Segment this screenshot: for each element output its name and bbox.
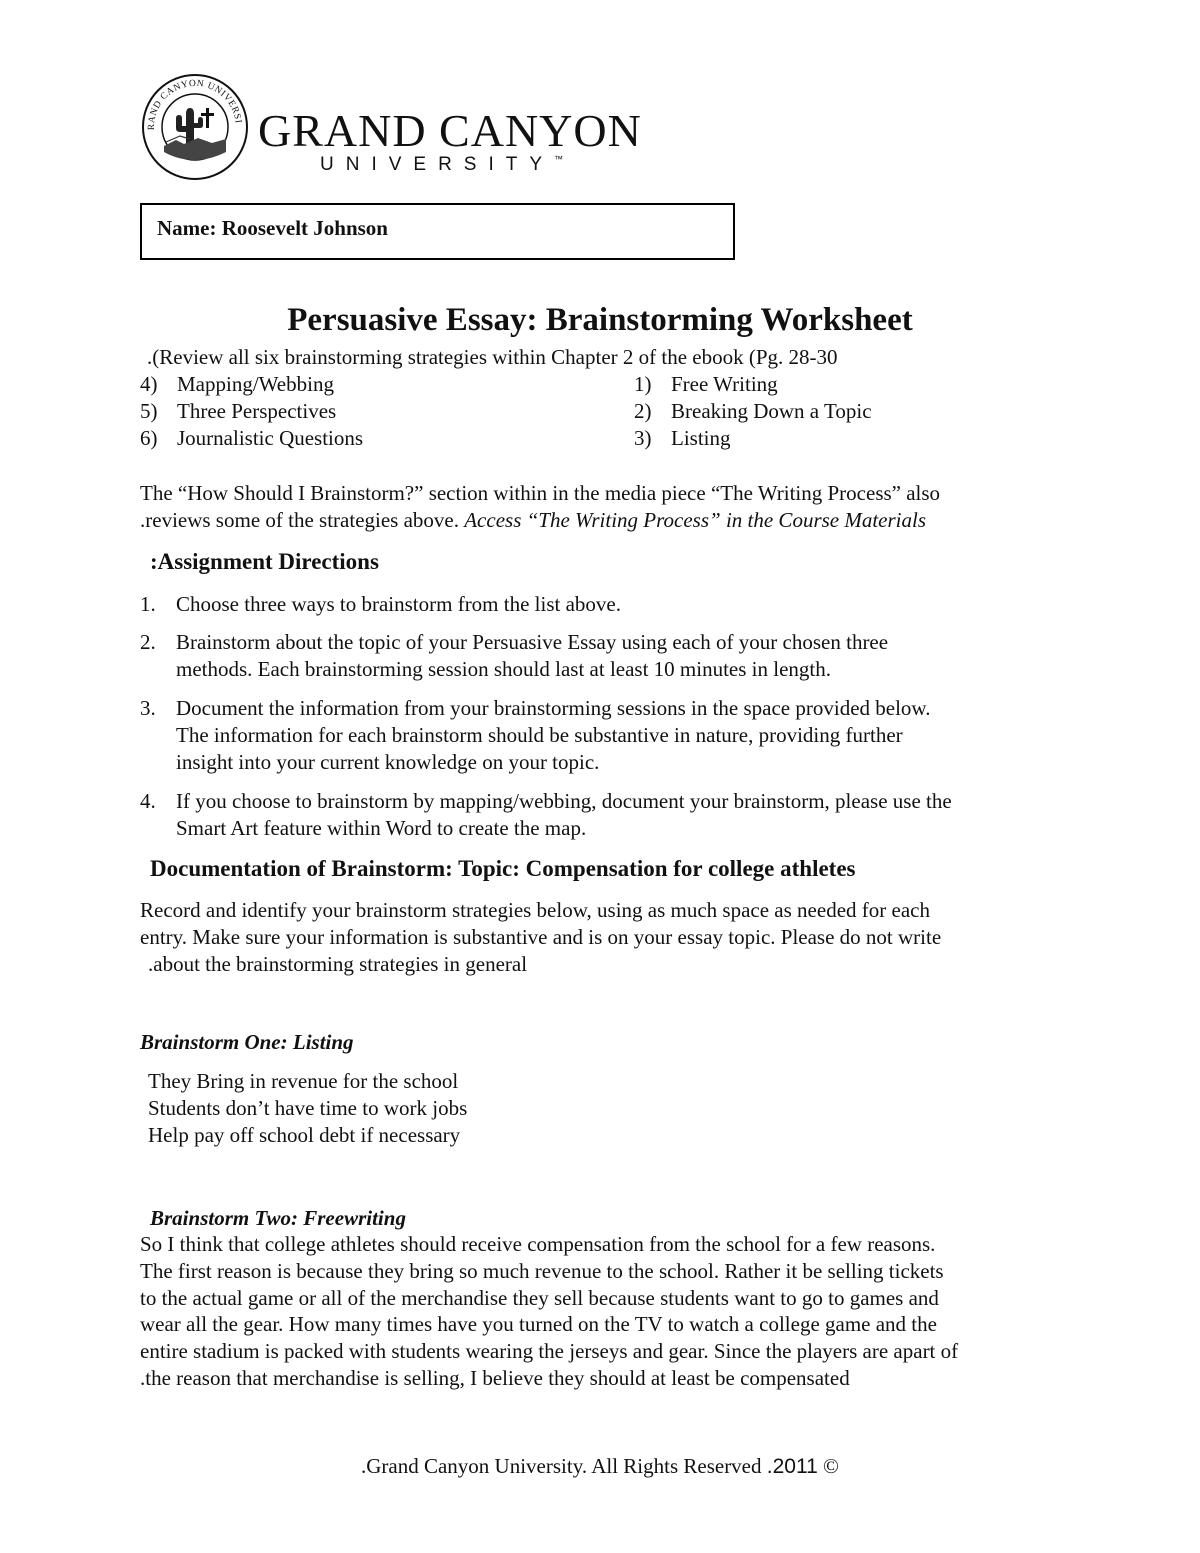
media-paragraph-line: .reviews some of the strategies above. Access “The Writing Process” in the Course Materials [140,508,927,532]
page-title: Persuasive Essay: Brainstorming Worksheet [287,302,913,338]
strategy-item: 6) Journalistic Questions [140,426,364,450]
strategy-item: 4) Mapping/Webbing [140,372,334,396]
record-paragraph-line: .about the brainstorming strategies in general [148,952,528,976]
strategy-item: 1) Free Writing [634,372,778,396]
strategy-item: 2) Breaking Down a Topic [634,399,872,423]
freewriting-line: entire stadium is packed with students wearing the jerseys and gear. Since the players are apart of [140,1339,959,1363]
directions-heading: :Assignment Directions [150,549,379,574]
university-wordmark-sub: UNIVERSITY™ [320,154,564,175]
brainstorm-one-heading: Brainstorm One: Listing [140,1030,354,1054]
university-wordmark: GRAND CANYON [258,105,642,156]
seal-text-top: RAND CANYON UNIVERSI [146,78,243,131]
strategies-left-list [140,372,363,453]
freewriting-line: .the reason that merchandise is selling, I believe they should at least be compensated [140,1366,850,1390]
strategies-right-list [634,372,872,453]
list-item: They Bring in revenue for the school [148,1069,459,1093]
documentation-heading: Documentation of Brainstorm: Topic: Compensation for college athletes [150,856,856,881]
freewriting-line: So I think that college athletes should receive compensation from the school for a few reasons. [140,1232,936,1256]
strategy-item: 5) Three Perspectives [140,399,337,423]
freewriting-line: The first reason is because they bring so much revenue to the school. Rather it be selling tickets [140,1259,944,1283]
record-paragraph-line: Record and identify your brainstorm strategies below, using as much space as needed for each [140,898,930,922]
list-item: Students don’t have time to work jobs [148,1096,468,1120]
media-paragraph-line: The “How Should I Brainstorm?” section within in the media piece “The Writing Process” also [140,481,941,505]
trademark-symbol: ™ [554,154,564,164]
list-item: Help pay off school debt if necessary [148,1123,461,1147]
course-materials-reference: Access “The Writing Process” in the Course Materials [464,508,927,532]
strategy-item: 3) Listing [634,426,731,450]
freewriting-line: to the actual game or all of the merchandise they sell because students want to go to games and [140,1286,939,1310]
brainstorm-two-heading: Brainstorm Two: Freewriting [150,1206,406,1230]
review-instruction: .(Review all six brainstorming strategies within Chapter 2 of the ebook (Pg. 28-30 [147,345,838,369]
copyright-footer: .Grand Canyon University. All Rights Reserved .2011 © [361,1454,839,1478]
university-seal [140,72,250,187]
student-name: Name: Roosevelt Johnson [157,216,388,240]
freewriting-line: wear all the gear. How many times have you turned on the TV to watch a college game and the [140,1312,937,1336]
record-paragraph-line: entry. Make sure your information is substantive and is on your essay topic. Please do not write [140,925,942,949]
name-box [140,203,735,260]
